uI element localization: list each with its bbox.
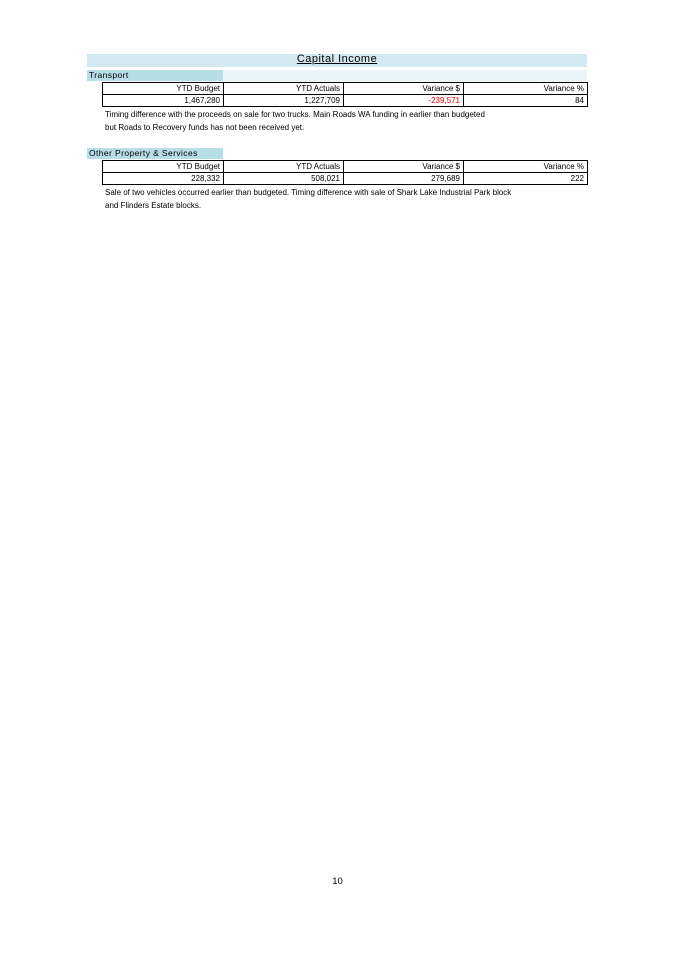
- header-variance-dollar: Variance $: [344, 161, 464, 173]
- header-ytd-budget: YTD Budget: [103, 161, 224, 173]
- note-line: and Flinders Estate blocks.: [105, 201, 202, 210]
- table-row: [103, 95, 588, 107]
- other-property-table: [102, 160, 588, 185]
- header-ytd-actuals: YTD Actuals: [224, 161, 344, 173]
- page-number: 10: [332, 876, 343, 887]
- transport-table: [102, 82, 588, 107]
- value-ytd-budget: 1,467,280: [103, 95, 224, 107]
- value-variance-dollar: -239,571: [344, 95, 464, 107]
- note-line: but Roads to Recovery funds has not been received yet.: [105, 123, 305, 132]
- value-variance-dollar: 279,689: [344, 173, 464, 185]
- page-title: Capital Income: [296, 53, 378, 65]
- header-variance-percent: Variance %: [464, 83, 588, 95]
- title-band: [87, 54, 587, 67]
- header-ytd-actuals: YTD Actuals: [224, 83, 344, 95]
- section-label-other-property: Other Property & Services: [87, 148, 223, 159]
- note-line: Timing difference with the proceeds on sale for two trucks. Main Roads WA funding in earlier than budgeted: [105, 110, 485, 119]
- note-line: Sale of two vehicles occurred earlier than budgeted. Timing difference with sale of Shark Lake Industrial Park block: [105, 188, 512, 197]
- table-header-row: [103, 161, 588, 173]
- value-variance-percent: 84: [464, 95, 588, 107]
- transport-note: [105, 108, 575, 134]
- section-label-transport: Transport: [87, 70, 223, 81]
- table-row: [103, 173, 588, 185]
- section-band: [223, 70, 587, 81]
- value-variance-percent: 222: [464, 173, 588, 185]
- value-ytd-budget: 228,332: [103, 173, 224, 185]
- other-property-note: [105, 186, 575, 212]
- table-header-row: [103, 83, 588, 95]
- header-ytd-budget: YTD Budget: [103, 83, 224, 95]
- value-ytd-actuals: 508,021: [224, 173, 344, 185]
- header-variance-dollar: Variance $: [344, 83, 464, 95]
- header-variance-percent: Variance %: [464, 161, 588, 173]
- value-ytd-actuals: 1,227,709: [224, 95, 344, 107]
